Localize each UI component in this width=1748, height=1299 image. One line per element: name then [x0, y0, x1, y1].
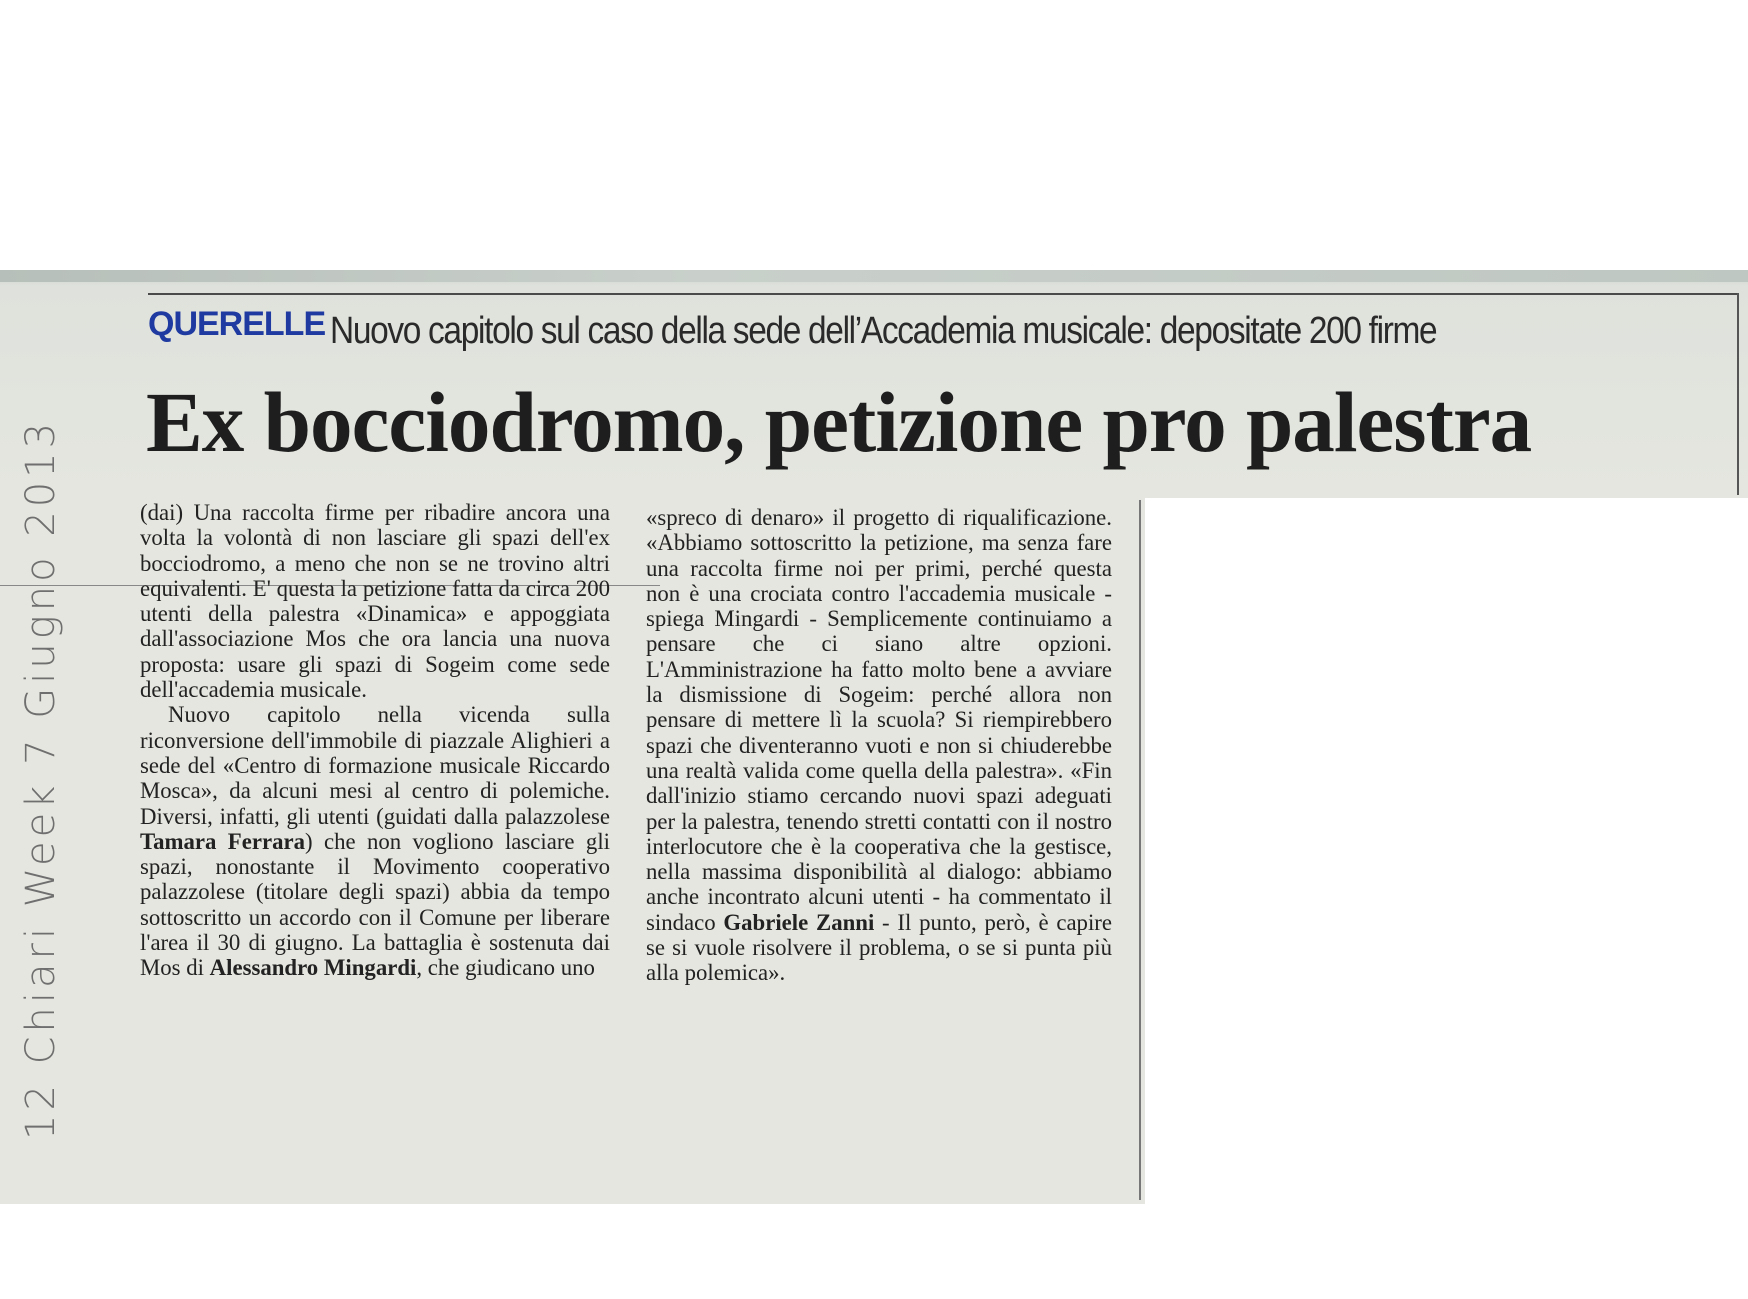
col2-paragraph-1	[646, 505, 1112, 986]
article-column-1	[140, 500, 610, 981]
col1-paragraph-2	[140, 702, 610, 980]
article-kicker: QUERELLE	[148, 305, 326, 343]
header-right-rule	[1737, 293, 1739, 495]
header-rule	[148, 293, 1738, 295]
article-column-2	[646, 505, 1112, 986]
col1-p2-text-a: Nuovo capitolo nella vicenda sulla riconversione dell'immobile di piazzale Alighieri a sede del «Centro di formazione musicale Riccardo Mosca», da alcuni mesi al centro di polemiche. Diversi, infatti, gli utenti (guidati dalla palazzolese	[140, 702, 610, 829]
clipping-top-edge	[0, 270, 1748, 282]
person-name-alessandro-mingardi: Alessandro Mingardi	[209, 955, 417, 981]
col1-paragraph-1: (dai) Una raccolta firme per ribadire ancora una volta la volontà di non lasciare gli spazi dell'ex bocciodromo, a meno che non se ne trovino altri equivalenti. E' questa la petizione fatta da circa 200 utenti della palestra «Dinamica» e appoggiata dall'associazione Mos che ora lancia una nuova proposta: usare gli spazi di Sogeim come sede dell'accademia musicale.	[140, 500, 610, 703]
col2-text-b: - Il punto, però, è capire se si vuole risolvere il problema, o se si punta più alla polemica».	[646, 909, 1113, 986]
person-name-tamara-ferrara: Tamara Ferrara	[140, 828, 305, 854]
col2-text-a: «spreco di denaro» il progetto di riqualificazione. «Abbiamo sottoscritto la petizione, ma senza fare una raccolta firme noi per primi, perché questa non è una crociata contro l'accademia musicale - spiega Mingardi - Semplicemente continuiamo a pensare che ci siano altre opzioni. L'Amministrazione ha fatto molto bene a avviare la dismissione di Sogeim: perché allora non pensare di mettere lì la scuola? Si riempirebbero spazi che diventeranno vuoti e non si chiuderebbe una realtà valida come quella della palestra». «Fin dall'inizio stiamo cercando nuovi spazi adeguati per la palestra, tenendo stretti contatti con il nostro interlocutore che è la cooperativa che la gestisce, nella massima disponibilità al dialogo: abbiamo anche incontrato alcuni utenti - ha commentato il sindaco	[646, 505, 1112, 935]
article-subhead: Nuovo capitolo sul caso della sede dell’Accademia musicale: depositate 200 firme	[330, 310, 1437, 352]
person-name-gabriele-zanni: Gabriele Zanni	[723, 909, 875, 935]
col1-p2-text-b: ) che non vogliono lasciare gli spazi, nonostante il Movimento cooperativo palazzolese (titolare degli spazi) abbia da tempo sottoscritto un accordo con il Comune per liberare l'area il 30 di giugno. La battaglia è sostenuta dai Mos di	[140, 828, 610, 981]
handwritten-source-note: 12 Chiari Week 7 Giugno 2013	[18, 418, 64, 1140]
col1-p2-text-c: , che giudicano uno	[416, 955, 595, 981]
column-right-border	[1139, 500, 1141, 1200]
article-headline: Ex bocciodromo, petizione pro palestra	[146, 374, 1532, 470]
